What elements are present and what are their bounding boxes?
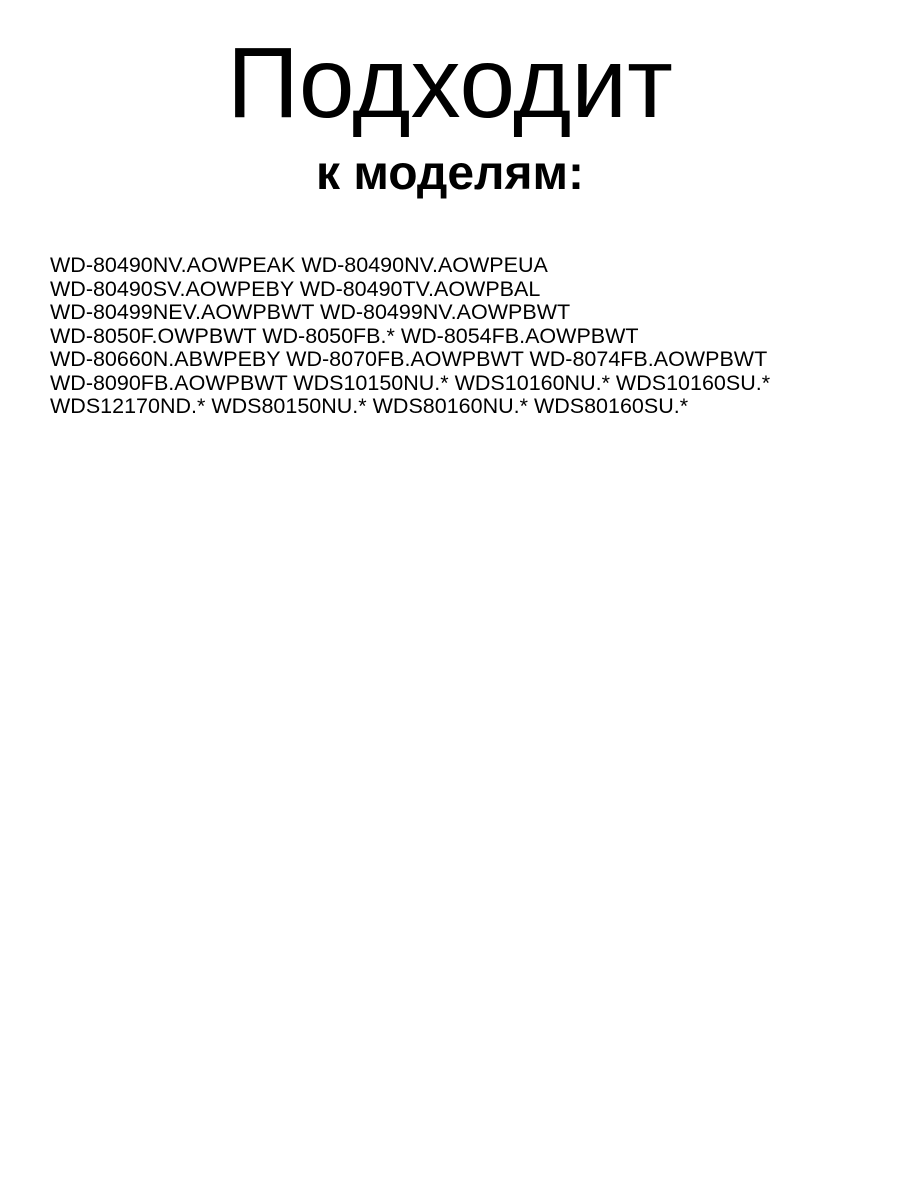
model-list-line: WD-80499NEV.AOWPBWT WD-80499NV.AOWPBWT (50, 300, 571, 324)
page-subtitle: к моделям: (315, 147, 585, 200)
model-list-line: WDS12170ND.* WDS80150NU.* WDS80160NU.* WDS80160SU.* (50, 394, 689, 418)
model-list-line: WD-80660N.ABWPEBY WD-8070FB.AOWPBWT WD-8074FB.AOWPBWT (50, 347, 768, 371)
model-list-line: WD-80490NV.AOWPEAK WD-80490NV.AOWPEUA (50, 253, 548, 277)
page-title: Подходит (227, 27, 673, 139)
model-list-line: WD-8090FB.AOWPBWT WDS10150NU.* WDS10160NU.* WDS10160SU.* (50, 370, 771, 395)
model-list-line: WD-80490SV.AOWPEBY WD-80490TV.AOWPBAL (50, 276, 541, 301)
model-list (50, 254, 895, 419)
model-list-line: WD-8050F.OWPBWT WD-8050FB.* WD-8054FB.AOWPBWT (50, 323, 639, 348)
